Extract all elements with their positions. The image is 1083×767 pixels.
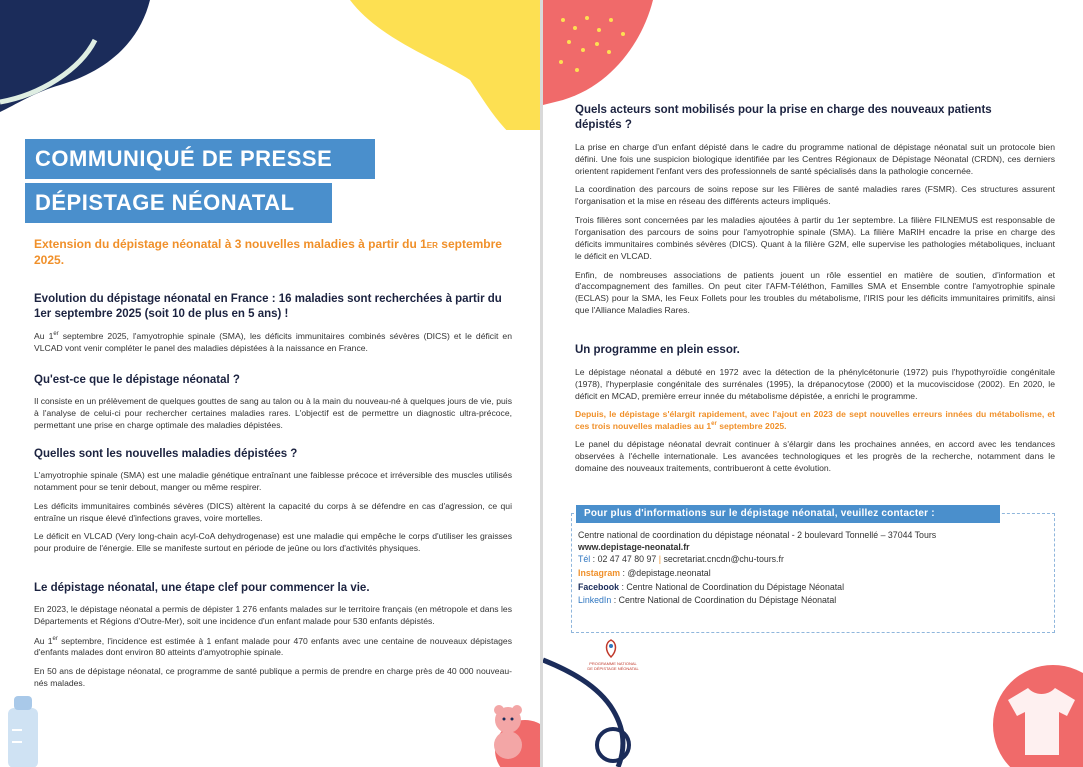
- section-evolution: [34, 292, 512, 354]
- section-key-step: [34, 581, 512, 690]
- contact-website[interactable]: www.depistage-neonatal.fr: [578, 541, 690, 552]
- section-title: Qu'est-ce que le dépistage néonatal ?: [34, 374, 240, 386]
- paragraph: Au 1er septembre 2025, l'amyotrophie spinale (SMA), les déficits immunitaires combinés sévères (DICS) et le déficit en VLCAD vont venir compléter le panel des maladies dépistées à la naissance en France.: [34, 330, 512, 353]
- paragraph: La coordination des parcours de soins repose sur les Filières de santé maladies rares (FSMR). Ces structures assurent l'organisation et la mise en réseau des différents acteurs impliqués.: [575, 184, 1055, 207]
- paragraph: Il consiste en un prélèvement de quelques gouttes de sang au talon ou à la main du nouveau-né à quelques jours de vie, puis à l'analyse de celui-ci pour rechercher certaines maladies rares. L'objectif est de permettre un diagnostic ultra-précoce, permettant une prise en charge optimale des maladies dépistées.: [34, 395, 512, 430]
- contact-linkedin: [578, 595, 1048, 607]
- contact-facebook: [578, 582, 1048, 594]
- section-title: Evolution du dépistage néonatal en France : 16 maladies sont recherchées à partir du 1er septembre 2025 (soit 10 de plus en 5 ans) !: [34, 293, 502, 320]
- decorative-teddy-bottom-right: [470, 690, 540, 767]
- right-page: [543, 0, 1083, 767]
- contact-phone-email: [578, 554, 1048, 566]
- paragraph: Les déficits immunitaires combinés sévères (DICS) altèrent la capacité du corps à se défendre en cas d'agression, ce qui entraîne un risque élevé d'infections graves, voire mortelles.: [34, 500, 512, 523]
- paragraph: En 50 ans de dépistage néonatal, ce programme de santé publique a permis de prendre en charge près de 40 000 nouveau-nés malades.: [34, 666, 512, 689]
- section-title: Le dépistage néonatal, une étape clef pour commencer la vie.: [34, 582, 370, 594]
- section-growing-program: [575, 343, 1055, 475]
- paragraph: Le dépistage néonatal a débuté en 1972 avec la détection de la phénylcétonurie (1972) puis l'hypothyroïdie congénitale (1978), l'hyperplasie congénitale des surrénales (1995), la drépanocytose (2000) et la mucoviscidose (2002). En 2020, le déficit en MCAD, première erreur innée du métabolisme dépistée, a enrichi le programme.: [575, 366, 1055, 401]
- tel-label: Tél: [578, 553, 591, 564]
- subtitle-text: Extension du dépistage néonatal à 3 nouvelles maladies à partir du 1: [34, 237, 427, 251]
- paragraph: Le déficit en VLCAD (Very long-chain acyl-CoA dehydrogenase) est une maladie qui empêche le corps d'utiliser les graisses pour produire de l'énergie. Elle se manifeste surtout en période de jeûne ou lors d'activités physiques.: [34, 531, 512, 554]
- separator: |: [656, 553, 664, 564]
- paragraph: En 2023, le dépistage néonatal a permis de dépister 1 276 enfants malades sur le territoire français (en métropole et dans les Départements et Régions d'Outre-Mer), soit une incidence d'un enfant malade pour 530 enfants dépistés.: [34, 603, 512, 626]
- contact-details: [578, 530, 1048, 607]
- subtitle: [34, 236, 514, 268]
- contact-address: Centre national de coordination du dépistage néonatal - 2 boulevard Tonnellé – 37044 Tours: [578, 530, 937, 540]
- contact-email[interactable]: secretariat.cncdn@chu-tours.fr: [663, 553, 784, 564]
- decorative-onesie-bottom-right: [963, 650, 1083, 767]
- paragraph: Enfin, de nombreuses associations de patients jouent un rôle essentiel en matière de soutien, d'information et d'accompagnement des familles. On peut citer l'AFM-Téléthon, Familles SMA et Ensemble contre l'amyotrophie spinale (ECLAS) pour la SMA, les Feux Follets pour les troubles du métabolisme, l'IRIS pour les déficits immunitaires primitifs, ainsi que l'Alliance Maladies Rares.: [575, 269, 1055, 316]
- banner-neonatal-screening: DÉPISTAGE NÉONATAL: [25, 183, 332, 223]
- subtitle-superscript: ER: [426, 241, 438, 250]
- highlight-paragraph: Depuis, le dépistage s'élargit rapidement, avec l'ajout en 2023 de sept nouvelles erreurs innées du métabolisme, et ces trois nouvelles maladies au 1er septembre 2025.: [575, 408, 1055, 432]
- linkedin-label: LinkedIn: [578, 595, 612, 606]
- facebook-label: Facebook: [578, 581, 620, 592]
- subtitle-text-end: septembre 2025.: [34, 237, 502, 268]
- section-new-diseases: [34, 447, 512, 555]
- instagram-value[interactable]: : @depistage.neonatal: [620, 567, 711, 578]
- decorative-pacifier-bottom-left: [543, 650, 673, 767]
- decorative-shapes-top-left: [543, 0, 663, 110]
- left-page: [0, 0, 540, 767]
- facebook-value[interactable]: : Centre National de Coordination du Dépistage Néonatal: [619, 581, 845, 592]
- paragraph: L'amyotrophie spinale (SMA) est une maladie génétique entraînant une faiblesse précoce et irréversible des muscles utilisés notamment pour se tenir debout, manger ou même respirer.: [34, 469, 512, 492]
- paragraph: Au 1er septembre, l'incidence est estimée à 1 enfant malade pour 470 enfants avec une centaine de nouveaux dépistages d'enfants malades dont environ 80 atteints d'amyotrophie spinale.: [34, 635, 512, 658]
- paragraph: Trois filières sont concernées par les maladies ajoutées à partir du 1er septembre. La filière FILNEMUS est responsable de l'organisation des parcours de soins pour l'amyotrophie spinale (SMA). La filière MaRIH encadre la prise en charge des déficits immunitaires combinés sévères (DICS). Quant à la filière G2M, elle supervise les pathologies métaboliques, incluant le déficit en VLCAD.: [575, 215, 1055, 261]
- contact-instagram: [578, 568, 1048, 580]
- contact-header: Pour plus d'informations sur le dépistage néonatal, veuillez contacter :: [576, 505, 1000, 523]
- linkedin-value[interactable]: : Centre National de Coordination du Dépistage Néonatal: [611, 595, 837, 606]
- logo-line: DE DÉPISTAGE NÉONATAL: [587, 665, 639, 671]
- decorative-shapes-top-left: [0, 0, 540, 130]
- paragraph: Le panel du dépistage néonatal devrait continuer à s'élargir dans les prochaines années, en accord avec les tendances observées à l'échelle internationale. Les avancées technologiques et les progrès de la recherche, notamment dans le domaine des nouveaux traitements, contribueront à cette évolution.: [575, 439, 1055, 473]
- tel-value: : 02 47 47 80 97: [590, 553, 657, 564]
- instagram-label: Instagram: [578, 567, 621, 578]
- section-what-is: [34, 373, 512, 432]
- section-title: Quels acteurs sont mobilisés pour la prise en charge des nouveaux patients dépistés ?: [575, 104, 992, 131]
- section-actors: [575, 103, 1055, 317]
- section-title: Un programme en plein essor.: [575, 344, 740, 356]
- paragraph: La prise en charge d'un enfant dépisté dans le cadre du programme national de dépistage néonatal suit un protocole bien défini. Une fois une suspicion biologique identifiée par les Centres Régionaux de Dépistage Néonatal (CRDN), ces derniers orientent rapidement l'enfant vers des professionnels de santé spécialisés dans la pathologie concernée.: [575, 141, 1055, 176]
- section-title: Quelles sont les nouvelles maladies dépistées ?: [34, 448, 298, 460]
- logo-line: PROGRAMME NATIONAL: [589, 661, 637, 666]
- banner-press-release: COMMUNIQUÉ DE PRESSE: [25, 139, 375, 179]
- decorative-bottle-bottom-left: [0, 690, 60, 767]
